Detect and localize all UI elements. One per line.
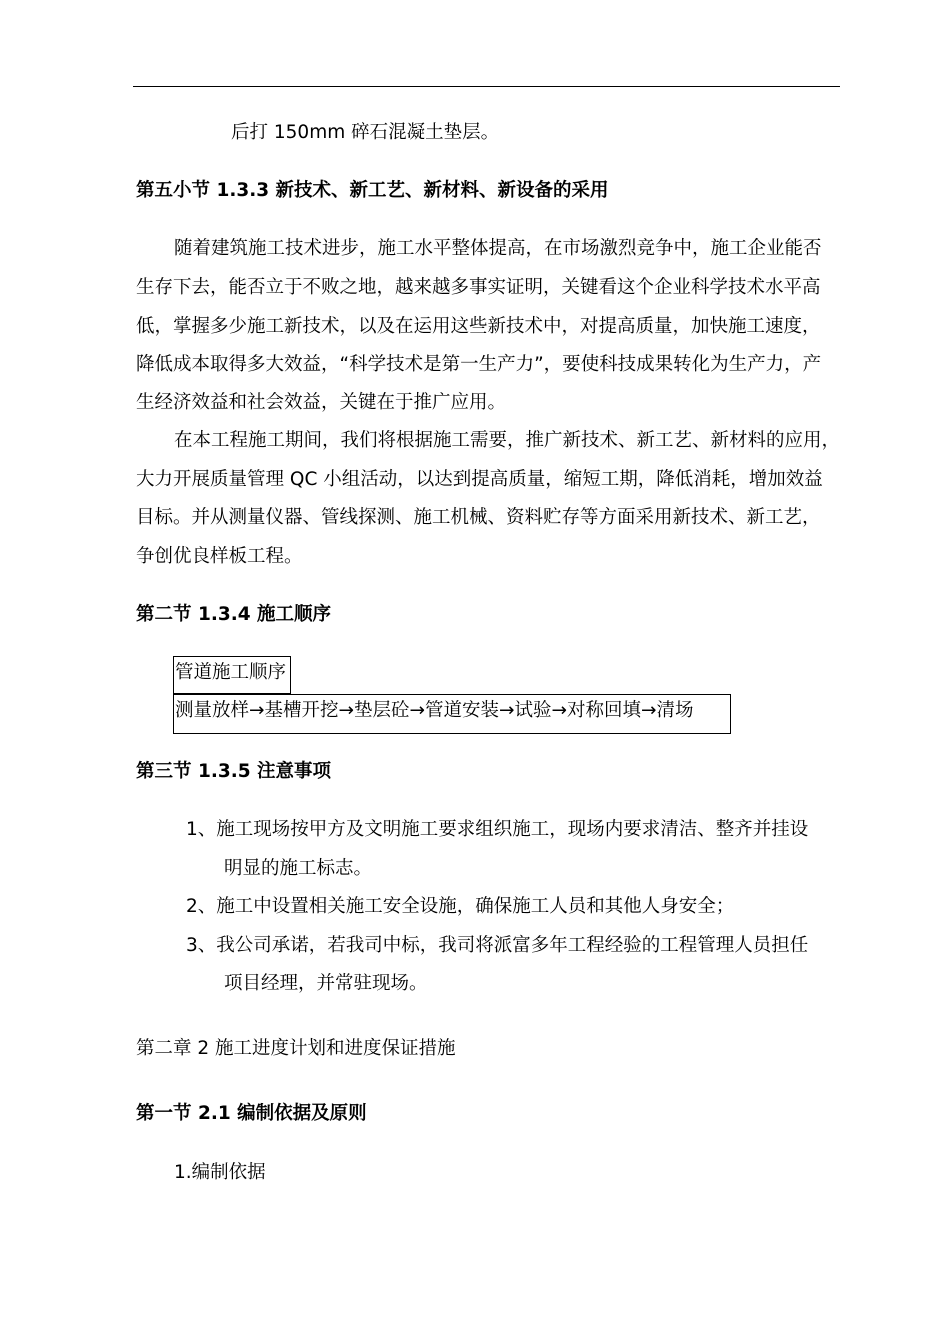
intro-line: 后打 150mm 碎石混凝土垫层。 (231, 122, 500, 143)
list-item-continuation: 项目经理，并常驻现场。 (224, 973, 428, 994)
paragraph-line: 大力开展质量管理 QC 小组活动，以达到提高质量，缩短工期，降低消耗，增加效益 (136, 469, 823, 490)
paragraph-line: 随着建筑施工技术进步，施工水平整体提高，在市场激烈竞争中，施工企业能否 (174, 238, 822, 259)
list-item: 3、我公司承诺，若我司中标，我司将派富多年工程经验的工程管理人员担任 (186, 935, 809, 956)
paragraph-line: 生存下去，能否立于不败之地，越来越多事实证明，关键看这个企业科学技术水平高 (136, 277, 821, 298)
section-133-heading: 第五小节 1.3.3 新技术、新工艺、新材料、新设备的采用 (136, 180, 609, 201)
chapter-2-title: 第二章 2 施工进度计划和进度保证措施 (136, 1038, 456, 1059)
section-21-heading: 第一节 2.1 编制依据及原则 (136, 1103, 367, 1124)
section-134-heading: 第二节 1.3.4 施工顺序 (136, 604, 332, 625)
sequence-box-steps: 测量放样→基槽开挖→垫层砼→管道安装→试验→对称回填→清场 (173, 694, 731, 734)
subsection-heading: 1.编制依据 (174, 1162, 266, 1183)
paragraph-line: 目标。并从测量仪器、管线探测、施工机械、资料贮存等方面采用新技术、新工艺， (136, 507, 821, 528)
paragraph-line: 低，掌握多少施工新技术，以及在运用这些新技术中，对提高质量，加快施工速度， (136, 316, 821, 337)
list-item: 2、施工中设置相关施工安全设施，确保施工人员和其他人身安全； (186, 896, 735, 917)
header-rule (133, 86, 840, 87)
paragraph-line: 在本工程施工期间，我们将根据施工需要，推广新技术、新工艺、新材料的应用， (174, 430, 841, 451)
list-item: 1、施工现场按甲方及文明施工要求组织施工，现场内要求清洁、整齐并挂设 (186, 819, 809, 840)
paragraph-line: 争创优良样板工程。 (136, 546, 303, 567)
paragraph-line: 降低成本取得多大效益，“科学技术是第一生产力”，要使科技成果转化为生产力，产 (136, 354, 822, 375)
section-135-heading: 第三节 1.3.5 注意事项 (136, 761, 332, 782)
paragraph-line: 生经济效益和社会效益，关键在于推广应用。 (136, 392, 507, 413)
sequence-box-title: 管道施工顺序 (173, 656, 291, 694)
list-item-continuation: 明显的施工标志。 (224, 858, 373, 879)
